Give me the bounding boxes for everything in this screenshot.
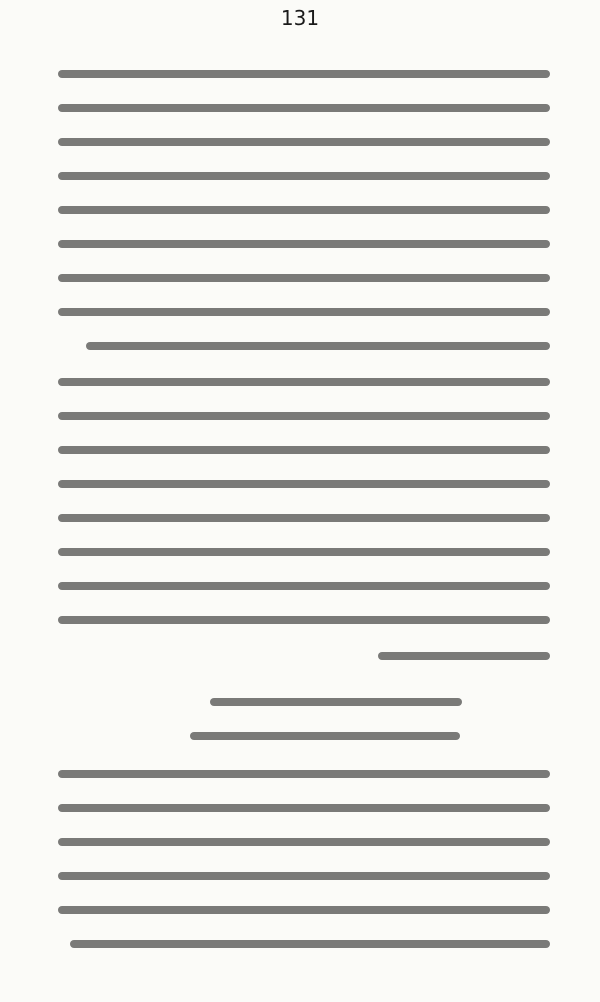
text-line (378, 652, 550, 660)
text-line (58, 70, 550, 78)
poetry-line (190, 732, 460, 740)
text-line (58, 172, 550, 180)
text-line (58, 770, 550, 778)
text-line (58, 804, 550, 812)
text-line (58, 906, 550, 914)
text-line (86, 342, 550, 350)
text-line (58, 548, 550, 556)
text-line (58, 274, 550, 282)
text-line (58, 872, 550, 880)
text-line (58, 446, 550, 454)
text-line (58, 582, 550, 590)
poetry-line (210, 698, 462, 706)
text-line (70, 940, 550, 948)
text-line (58, 308, 550, 316)
text-line (58, 412, 550, 420)
text-line (58, 206, 550, 214)
text-line (58, 514, 550, 522)
text-line (58, 378, 550, 386)
text-line (58, 480, 550, 488)
text-line (58, 838, 550, 846)
text-line (58, 616, 550, 624)
text-line (58, 104, 550, 112)
text-line (58, 138, 550, 146)
text-line (58, 240, 550, 248)
page-number: 131 (280, 6, 320, 30)
